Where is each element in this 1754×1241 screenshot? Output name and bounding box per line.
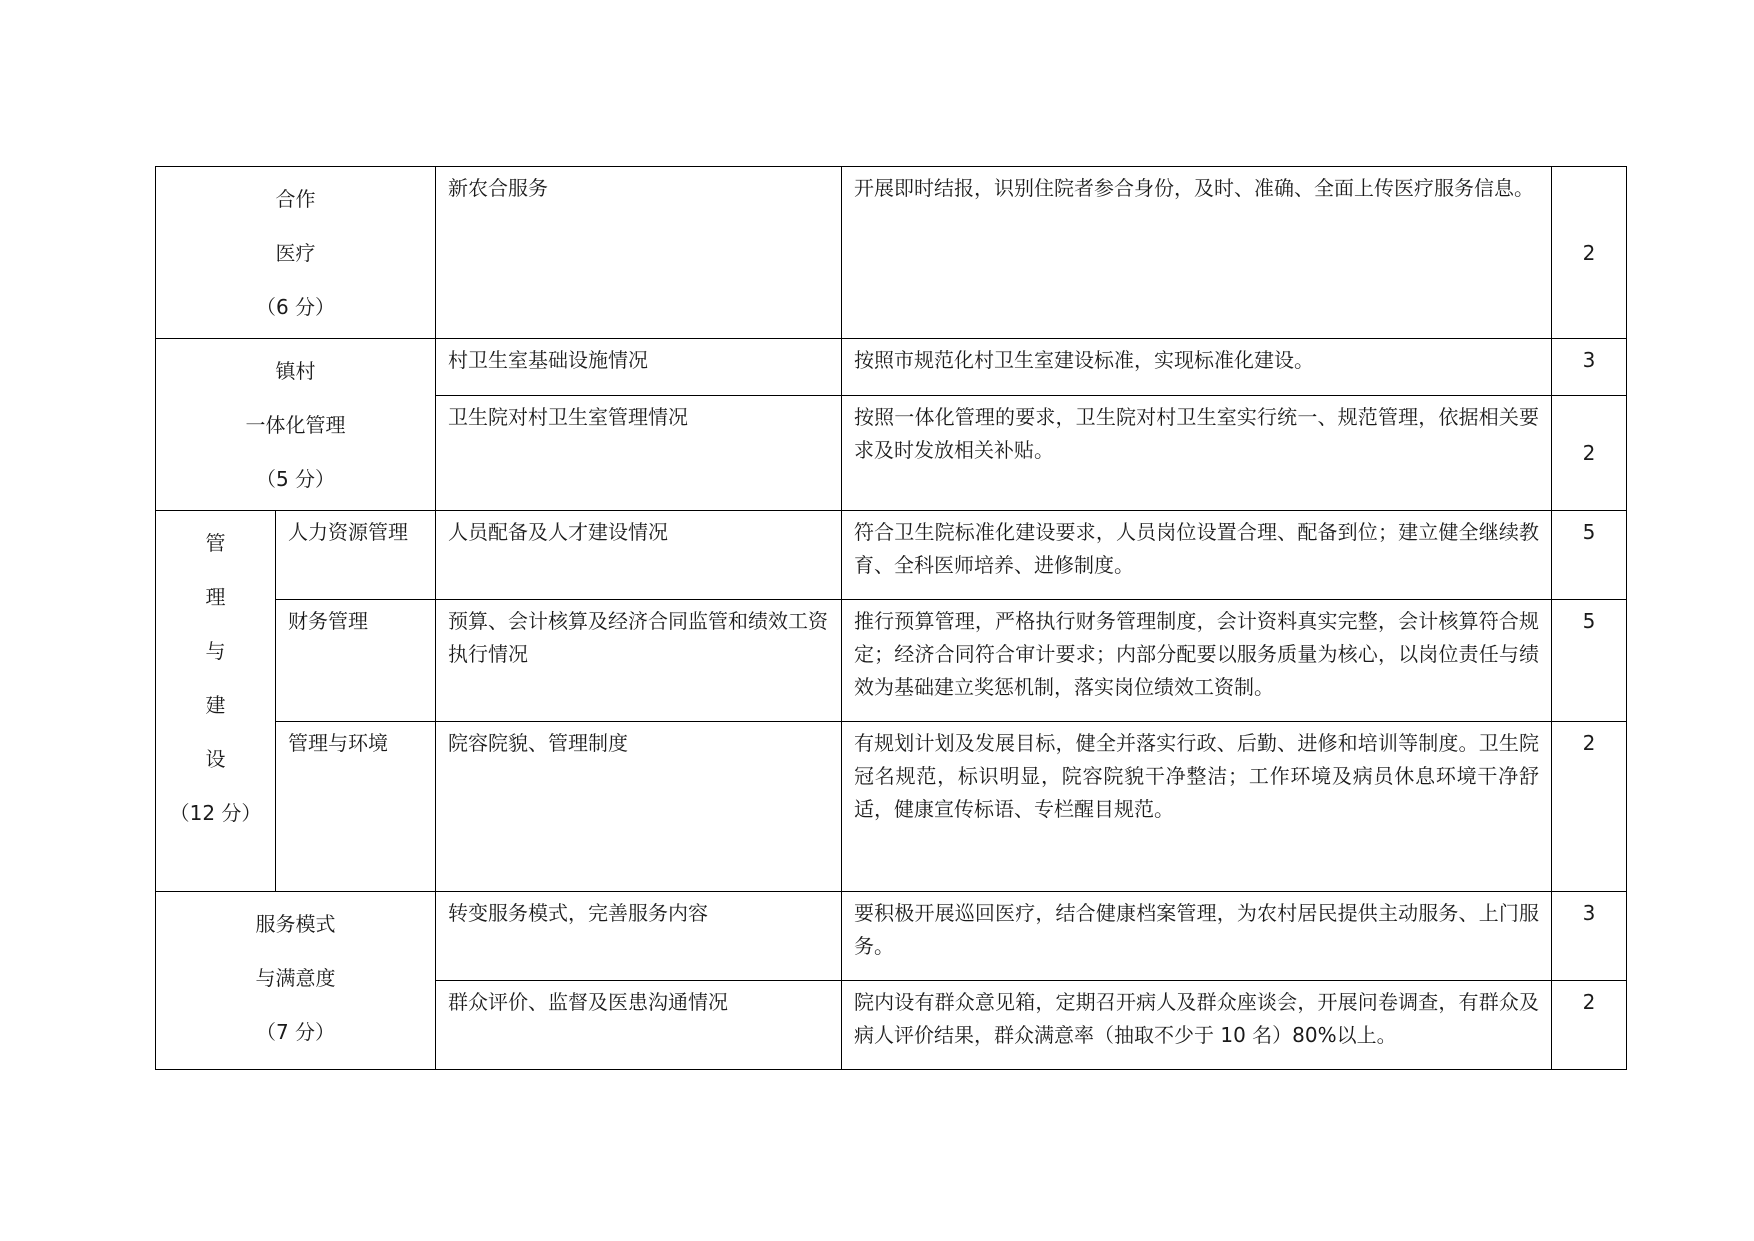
item-cell: 预算、会计核算及经济合同监管和绩效工资执行情况 xyxy=(436,600,842,722)
score-cell: 5 xyxy=(1552,511,1627,600)
category-line: 医疗 xyxy=(275,241,316,265)
table-row xyxy=(156,600,1627,722)
category-line: 服务模式 xyxy=(255,912,336,936)
category-line: （6 分） xyxy=(255,295,336,319)
evaluation-table xyxy=(155,166,1627,1070)
score-cell: 3 xyxy=(1552,339,1627,396)
category-cell xyxy=(156,167,436,339)
standard-cell: 要积极开展巡回医疗，结合健康档案管理，为农村居民提供主动服务、上门服务。 xyxy=(842,892,1552,981)
item-cell: 村卫生室基础设施情况 xyxy=(436,339,842,396)
subcategory-cell: 财务管理 xyxy=(276,600,436,722)
table-row xyxy=(156,339,1627,396)
subcategory-cell: 人力资源管理 xyxy=(276,511,436,600)
score-cell: 2 xyxy=(1552,722,1627,892)
category-line: 一体化管理 xyxy=(245,413,346,437)
category-line: （5 分） xyxy=(255,467,336,491)
item-cell: 新农合服务 xyxy=(436,167,842,339)
standard-cell: 有规划计划及发展目标，健全并落实行政、后勤、进修和培训等制度。卫生院冠名规范，标识明显，院容院貌干净整洁；工作环境及病员休息环境干净舒适，健康宣传标语、专栏醒目规范。 xyxy=(842,722,1552,892)
item-cell: 人员配备及人才建设情况 xyxy=(436,511,842,600)
table-row xyxy=(156,511,1627,600)
category-line: 镇村 xyxy=(275,359,316,383)
score-cell: 3 xyxy=(1552,892,1627,981)
item-cell: 群众评价、监督及医患沟通情况 xyxy=(436,981,842,1070)
category-line: 设 xyxy=(205,747,226,771)
standard-cell: 开展即时结报，识别住院者参合身份，及时、准确、全面上传医疗服务信息。 xyxy=(842,167,1552,339)
score-cell: 2 xyxy=(1552,395,1627,510)
standard-cell: 按照市规范化村卫生室建设标准，实现标准化建设。 xyxy=(842,339,1552,396)
category-line: 合作 xyxy=(275,187,316,211)
score-cell: 5 xyxy=(1552,600,1627,722)
category-cell xyxy=(156,892,436,1070)
category-line: （12 分） xyxy=(169,801,262,825)
category-line: 建 xyxy=(205,693,226,717)
category-line: 与 xyxy=(205,639,226,663)
category-line: 管 xyxy=(205,531,226,555)
standard-cell: 符合卫生院标准化建设要求，人员岗位设置合理、配备到位；建立健全继续教育、全科医师培养、进修制度。 xyxy=(842,511,1552,600)
score-cell: 2 xyxy=(1552,981,1627,1070)
item-cell: 卫生院对村卫生室管理情况 xyxy=(436,395,842,510)
standard-cell: 院内设有群众意见箱，定期召开病人及群众座谈会，开展问卷调查，有群众及病人评价结果，群众满意率（抽取不少于 10 名）80%以上。 xyxy=(842,981,1552,1070)
category-cell xyxy=(156,511,276,892)
item-cell: 转变服务模式，完善服务内容 xyxy=(436,892,842,981)
table-row xyxy=(156,892,1627,981)
table-row xyxy=(156,722,1627,892)
subcategory-cell: 管理与环境 xyxy=(276,722,436,892)
score-cell: 2 xyxy=(1552,167,1627,339)
table-row xyxy=(156,167,1627,339)
standard-cell: 推行预算管理，严格执行财务管理制度，会计资料真实完整，会计核算符合规定；经济合同符合审计要求；内部分配要以服务质量为核心，以岗位责任与绩效为基础建立奖惩机制，落实岗位绩效工资制。 xyxy=(842,600,1552,722)
item-cell: 院容院貌、管理制度 xyxy=(436,722,842,892)
category-line: （7 分） xyxy=(255,1020,336,1044)
category-line: 与满意度 xyxy=(255,966,336,990)
category-cell xyxy=(156,339,436,511)
category-line: 理 xyxy=(205,585,226,609)
standard-cell: 按照一体化管理的要求，卫生院对村卫生室实行统一、规范管理，依据相关要求及时发放相关补贴。 xyxy=(842,395,1552,510)
